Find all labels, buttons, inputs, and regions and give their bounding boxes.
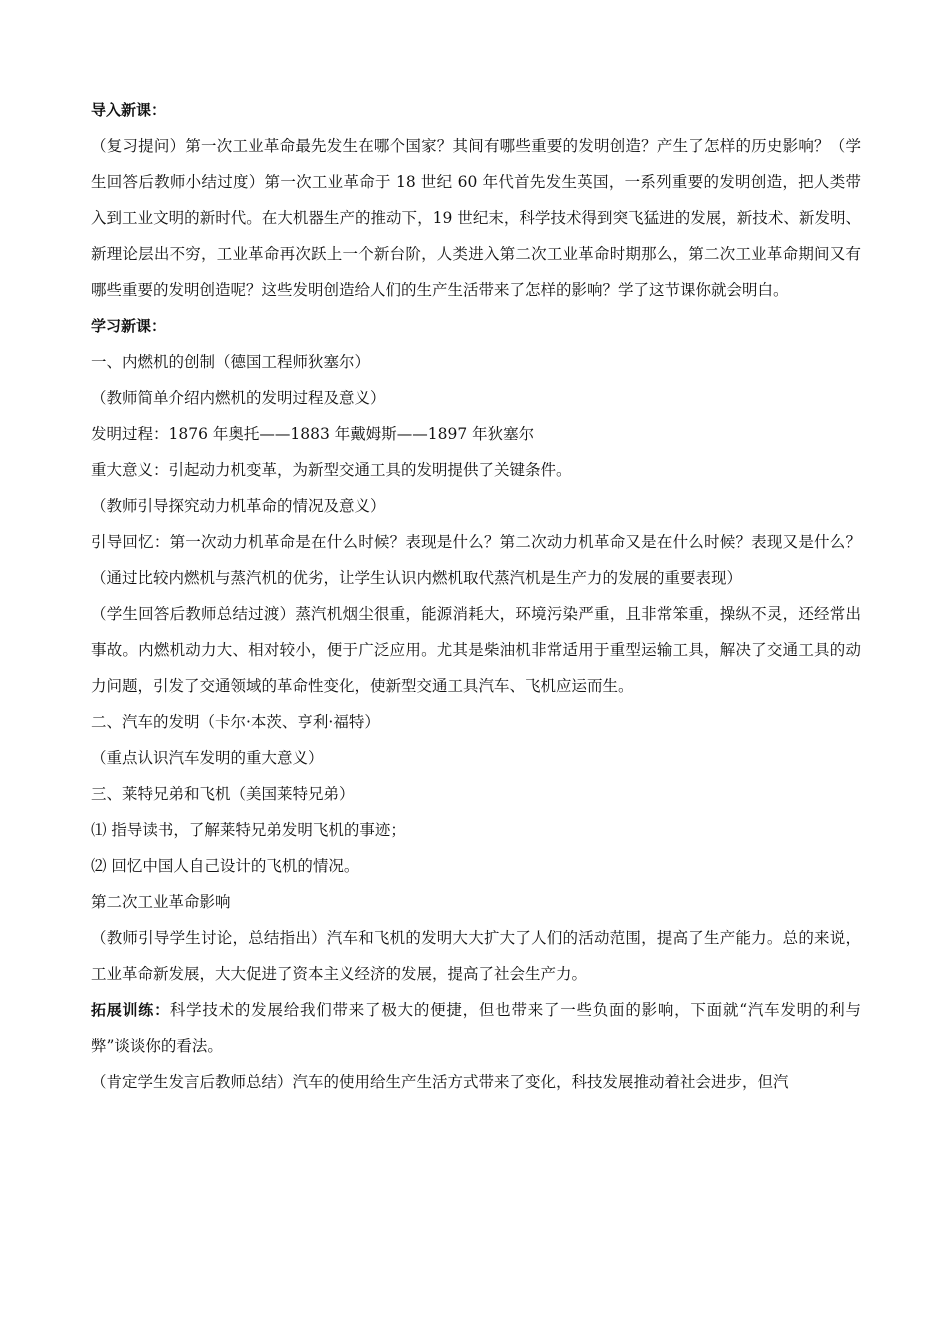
section1-process: 发明过程：1876 年奥托——1883 年戴姆斯——1897 年狄塞尔 [91, 425, 535, 443]
extension-label: 拓展训练： [91, 1001, 170, 1019]
section1-meaning: 重大意义：引起动力机变革，为新型交通工具的发明提供了关键条件。 [91, 461, 572, 479]
section3-item1: ⑴ 指导读书，了解莱特兄弟发明飞机的事迹； [91, 821, 406, 839]
section2-title: 二、汽车的发明（卡尔·本茨、亨利·福特） [91, 713, 380, 731]
intro-paragraph: （复习提问）第一次工业革命最先发生在哪个国家？其间有哪些重要的发明创造？产生了怎样的历史影响？（学生回答后教师小结过度）第一次工业革命于 18 世纪 60 年代首先发生英国，一系列重要的发明创造，把人类带入到工业文明的新时代。在大机器生产的推动下，19 世纪末，科学技术得到突飞猛进的发展，新技术、新发明、新理论层出不穷，工业革命再次跃上一个新台阶，人类进入第二次工业革命时期那么，第二次工业革命期间又有哪些重要的发明创造呢？这些发明创造给人们的生产生活带来了怎样的影响？学了这节课你就会明白。 [91, 137, 861, 299]
impact-text: （教师引导学生讨论，总结指出）汽车和飞机的发明大大扩大了人们的活动范围，提高了生产能力。总的来说，工业革命新发展，大大促进了资本主义经济的发展，提高了社会生产力。 [91, 929, 861, 983]
extension-text: 科学技术的发展给我们带来了极大的便捷，但也带来了一些负面的影响，下面就“汽车发明的利与弊”谈谈你的看法。 [91, 1001, 861, 1055]
section1-title: 一、内燃机的创制（德国工程师狄塞尔） [91, 353, 371, 371]
section1-note: （教师简单介绍内燃机的发明过程及意义） [91, 389, 386, 407]
section2-note: （重点认识汽车发明的重大意义） [91, 749, 324, 767]
section1-recall: 引导回忆：第一次动力机革命是在什么时候？表现是什么？第二次动力机革命又是在什么时候？表现又是什么？（通过比较内燃机与蒸汽机的优劣，让学生认识内燃机取代蒸汽机是生产力的发展的重要表现） [91, 533, 861, 587]
impact-title: 第二次工业革命影响 [91, 893, 231, 911]
section3-title: 三、莱特兄弟和飞机（美国莱特兄弟） [91, 785, 355, 803]
section3-item2: ⑵ 回忆中国人自己设计的飞机的情况。 [91, 857, 360, 875]
document-page [91, 92, 861, 1100]
extension-paragraph [91, 992, 861, 1064]
section1-summary: （学生回答后教师总结过渡）蒸汽机烟尘很重，能源消耗大，环境污染严重，且非常笨重，操纵不灵，还经常出事故。内燃机动力大、相对较小，便于广泛应用。尤其是柴油机非常适用于重型运输工具，解决了交通工具的动力问题，引发了交通领域的革命性变化，使新型交通工具汽车、飞机应运而生。 [91, 605, 861, 695]
section1-note2: （教师引导探究动力机革命的情况及意义） [91, 497, 386, 515]
heading-learn: 学习新课： [91, 317, 167, 335]
extension-summary: （肯定学生发言后教师总结）汽车的使用给生产生活方式带来了变化，科技发展推动着社会进步，但汽 [91, 1073, 789, 1091]
heading-intro: 导入新课： [91, 101, 167, 119]
